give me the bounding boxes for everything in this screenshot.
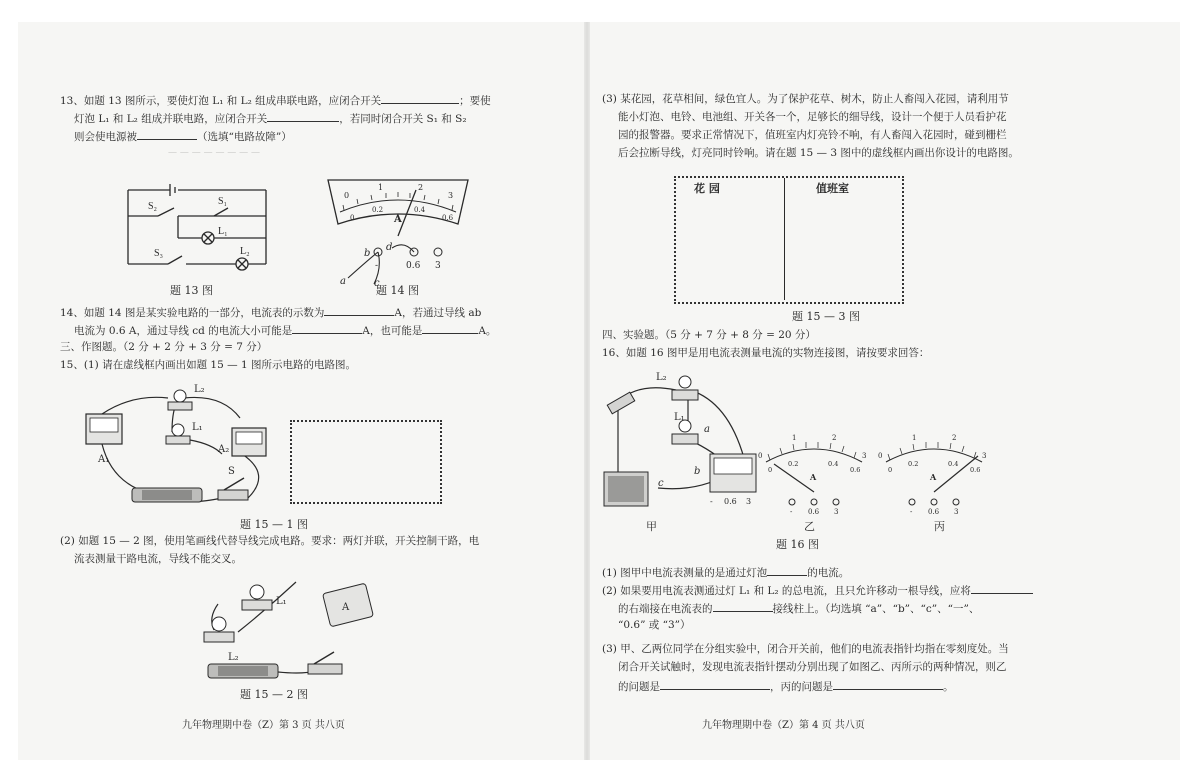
fig14-terminal-3: 3 [435, 261, 441, 271]
fig16-bing-scale-bottom-3: 0.6 [970, 466, 981, 474]
fig15-3-duty-room-label: 值班室 [816, 182, 849, 195]
figure-16-yi-dial [758, 432, 870, 516]
fig16-yi-scale-bottom-0: 0 [768, 466, 773, 474]
fig16-yi-scale-top-0: 0 [758, 452, 763, 460]
q16-2-line2: 的右端接在电流表的 接线柱上。（均选填 “a”、“b”、“c”、“一”、 [618, 600, 979, 616]
q16-3-line3: 的问题是 ，丙的问题是 。 [618, 678, 954, 694]
section-3-heading: 三、作图题。（2 分 + 2 分 + 3 分 = 7 分） [60, 341, 268, 353]
q13-line2: 灯泡 L₁ 和 L₂ 组成并联电路，应闭合开关 ，若同时闭合开关 S₁ 和 S₂ [74, 110, 467, 126]
fig16-bing-scale-top-1: 1 [912, 434, 917, 442]
fig14-scale-bottom-0: 0 [350, 214, 355, 222]
fig16-bing-scale-bottom-0: 0 [888, 466, 893, 474]
fig16-bing-scale-top-3: 3 [982, 452, 987, 460]
fig14-scale-bottom-1: 0.2 [372, 206, 384, 214]
fig13-s3-label: S₃ [154, 248, 164, 259]
fig13-l2-label: L₂ [240, 246, 250, 257]
figure-13-circuit [118, 182, 278, 278]
fig16-bing-scale-top-0: 0 [878, 452, 883, 460]
fig16-yi-terminal-3: 3 [834, 508, 839, 516]
fig16-l1-label: L₁ [674, 412, 685, 423]
q15-3-line2: 能小灯泡、电铃、电池组、开关各一个，足够长的细导线，设计一个便于人员看护花 [618, 111, 1007, 123]
right-page-footer: 九年物理期中卷（Z）第 4 页 共八页 [702, 720, 865, 731]
fig15-1-l1-label: L₁ [192, 422, 203, 433]
left-page [18, 22, 578, 760]
q16-1: (1) 图甲中电流表测量的是通过灯泡 的电流。 [602, 564, 849, 580]
fig16-yi-scale-bottom-3: 0.6 [850, 466, 861, 474]
fig16-label-jia: 甲 [646, 520, 657, 533]
fig16-caption: 题 16 图 [776, 538, 819, 551]
fig16-label-yi: 乙 [804, 520, 815, 533]
fig16-wire-b: b [694, 466, 701, 477]
fig15-2-caption: 题 15 — 2 图 [240, 688, 308, 701]
fig14-scale-top-0: 0 [344, 191, 350, 200]
fig13-s2-label: S₂ [148, 201, 158, 212]
fig15-3-caption: 题 15 — 3 图 [792, 310, 860, 323]
fig16-bing-terminal-06: 0.6 [928, 508, 940, 516]
fig16-jia-terminal-06: 0.6 [724, 497, 737, 506]
fig15-1-answer-box[interactable] [290, 420, 442, 504]
q15-2-line1: (2) 如题 15 — 2 图，使用笔画线代替导线完成电路。要求：两灯并联，开关控制干路，电 [60, 535, 480, 547]
exam-sheet [18, 22, 1180, 760]
fig16-jia-terminal-3: 3 [746, 497, 752, 506]
q16-intro: 16、如题 16 图甲是用电流表测量电流的实物连接图，请按要求回答： [602, 347, 930, 359]
fig16-yi-unit: A [810, 472, 817, 482]
fig14-wire-b: b [364, 248, 371, 259]
fig16-bing-scale-bottom-1: 0.2 [908, 460, 919, 468]
fig15-3-divider [784, 178, 785, 300]
fig15-3-garden-label: 花 园 [694, 182, 720, 195]
fig16-yi-scale-top-2: 2 [832, 434, 837, 442]
fig16-bing-scale-bottom-2: 0.4 [948, 460, 959, 468]
q16-2-line3: “0.6” 或 “3”） [618, 619, 691, 631]
right-page [598, 22, 1180, 760]
fig15-1-s-label: S [228, 466, 235, 477]
fig16-yi-scale-bottom-1: 0.2 [788, 460, 799, 468]
fig14-scale-top-3: 3 [448, 191, 454, 200]
figure-14-ammeter [318, 160, 478, 290]
fig13-l1-label: L₁ [218, 226, 228, 237]
section-4-heading: 四、实验题。（5 分 + 7 分 + 8 分 = 20 分） [602, 329, 816, 341]
fig16-label-bing: 丙 [934, 520, 945, 533]
figure-15-2-circuit [178, 568, 388, 680]
fig14-terminal-06: 0.6 [406, 261, 421, 271]
fig16-yi-terminal-neg: - [790, 508, 793, 516]
fig14-scale-bottom-2: 0.4 [414, 206, 426, 214]
figure-16-bing-dial [878, 432, 990, 516]
q15-3-line4: 后会拉断导线，灯亮同时铃响。请在题 15 — 3 图中的虚线框内画出你设计的电路图。 [618, 147, 1019, 159]
q15-2-line2: 流表测量干路电流，导线不能交叉。 [74, 553, 242, 565]
fig13-caption: 题 13 图 [170, 284, 213, 297]
fig14-wire-a: a [340, 276, 346, 287]
fig15-2-l2-label: L₂ [228, 652, 239, 663]
fig16-bing-terminal-3: 3 [954, 508, 959, 516]
fig14-scale-bottom-3: 0.6 [442, 214, 454, 222]
q15-1-text: 15、(1) 请在虚线框内画出如题 15 — 1 图所示电路的电路图。 [60, 359, 356, 371]
fig15-1-a1-label: A₁ [98, 454, 110, 465]
q14-line1: 14、如题 14 图是某实验电路的一部分，电流表的示数为 A，若通过导线 ab [60, 304, 481, 320]
fig15-1-caption: 题 15 — 1 图 [240, 518, 308, 531]
fig15-2-ammeter-label: A [342, 602, 350, 613]
q15-3-line1: (3) 某花园，花草相间，绿色宜人。为了保护花草、树木，防止人畜闯入花园，请利用节 [602, 93, 1009, 105]
fig13-s1-label: S₁ [218, 196, 228, 207]
left-page-footer: 九年物理期中卷（Z）第 3 页 共八页 [182, 720, 345, 731]
q16-2-line1: (2) 如果要用电流表测通过灯 L₁ 和 L₂ 的总电流，且只允许移动一根导线，应将 [602, 582, 1033, 598]
fig15-1-l2-label: L₂ [194, 384, 205, 395]
fig16-bing-scale-top-2: 2 [952, 434, 957, 442]
fig16-wire-a: a [704, 424, 710, 435]
center-fold [584, 22, 590, 760]
fig16-yi-scale-top-3: 3 [862, 452, 867, 460]
fig14-unit: A [394, 214, 402, 225]
fig14-scale-top-2: 2 [418, 183, 424, 192]
fig14-caption: 题 14 图 [376, 284, 419, 297]
q15-3-line3: 园的报警器。要求正常情况下，值班室内灯亮铃不响，有人畜闯入花园时，碰到栅栏 [618, 129, 1007, 141]
q13-line3: 则会使电源被 （选填“电路故障”） [74, 128, 292, 144]
q16-3-line1: (3) 甲、乙两位同学在分组实验中，闭合开关前，他们的电流表指针均指在零刻度处。当 [602, 643, 1009, 655]
fig15-1-a2-label: A₂ [218, 444, 230, 455]
fig16-yi-scale-bottom-2: 0.4 [828, 460, 839, 468]
fig14-wire-c: c [374, 278, 380, 289]
bleed-through-text: — — — — — — — — [168, 148, 261, 158]
fig16-wire-c: c [658, 478, 664, 489]
figure-15-1-circuit [72, 374, 292, 510]
fig16-jia-terminal-neg: - [710, 497, 713, 506]
fig14-scale-top-1: 1 [378, 183, 384, 192]
fig14-terminal-neg: - [375, 261, 379, 271]
fig15-2-l1-label: L₁ [276, 596, 287, 607]
fig14-wire-d: d [386, 242, 393, 253]
q14-line2: 电流为 0.6 A，通过导线 cd 的电流大小可能是 A，也可能是 A。 [74, 322, 496, 338]
fig16-yi-terminal-06: 0.6 [808, 508, 820, 516]
fig16-bing-unit: A [930, 472, 937, 482]
q13-line1: 13、如题 13 图所示，要使灯泡 L₁ 和 L₂ 组成串联电路，应闭合开关 ；要使 [60, 92, 491, 108]
q16-3-line2: 闭合开关试触时，发现电流表指针摆动分别出现了如图乙、丙所示的两种情况，则乙 [618, 661, 1007, 673]
fig16-bing-terminal-neg: - [910, 508, 913, 516]
fig16-yi-scale-top-1: 1 [792, 434, 797, 442]
fig16-l2-label: L₂ [656, 372, 667, 383]
